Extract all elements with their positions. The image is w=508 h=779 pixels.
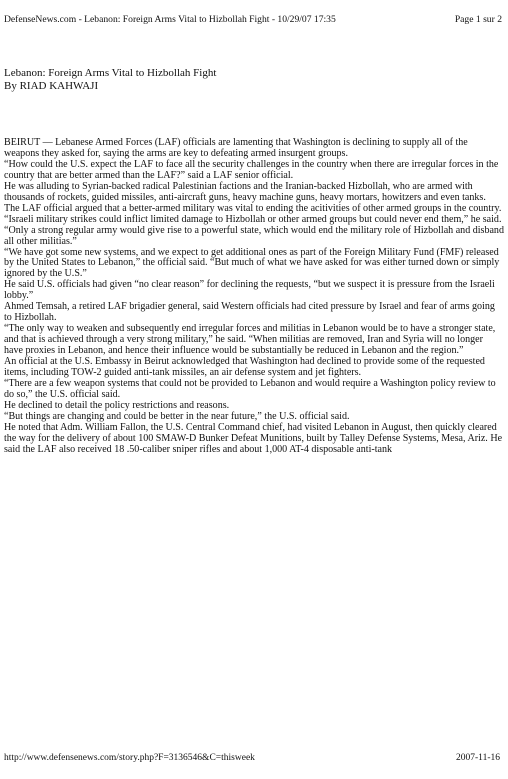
- article-paragraph: BEIRUT — Lebanese Armed Forces (LAF) officials are lamenting that Washington is declining to supply all of the weapons they asked for, saying the arms are key to defeating armed insurgent groups.: [4, 137, 468, 159]
- article-paragraph: He declined to detail the policy restrictions and reasons.: [4, 399, 230, 411]
- article-paragraph: “There are a few weapon systems that could not be provided to Lebanon and would require a Washington policy review to do so,” the U.S. official said.: [4, 377, 496, 400]
- article-paragraph: “We have got some new systems, and we expect to get additional ones as part of the Foreign Military Fund (FMF) released by the United States to Lebanon,” the official said. “But much of what we have asked for was either turned down or simply ignored by the U.S.”: [4, 246, 500, 280]
- page-number: Page 1 sur 2: [454, 14, 502, 25]
- header-source-line: DefenseNews.com - Lebanon: Foreign Arms Vital to Hizbollah Fight - 10/29/07 17:35: [4, 14, 336, 25]
- article-paragraph: He said U.S. officials had given “no clear reason” for declining the requests, “but we suspect it is pressure from the Israeli lobby.”: [4, 279, 495, 302]
- article-paragraph: “But things are changing and could be better in the near future,” the U.S. official said.: [4, 410, 350, 422]
- article-byline: By RIAD KAHWAJI: [4, 80, 99, 92]
- article-paragraph: “How could the U.S. expect the LAF to face all the security challenges in the country when there are irregular forces in the country that are better armed than the LAF?” said a LAF senior official.: [4, 158, 499, 181]
- article-paragraph: The LAF official argued that a better-armed military was vital to ending the acitivities of other armed groups in the country.: [4, 202, 502, 214]
- article-paragraph: “The only way to weaken and subsequently end irregular forces and militias in Lebanon would be to have a stronger state, and that is achieved through a very strong military,” he said. “When militias are removed, Iran and Syria will no longer have proxies in Lebanon, and hence their influence would be substantially be reduced in Lebanon and the region.”: [4, 323, 496, 357]
- article-body: [4, 138, 504, 456]
- article-paragraph: He was alluding to Syrian-backed radical Palestinian factions and the Iranian-backed Hizbollah, who are armed with thousands of rockets, guided missiles, anti-aircraft guns, heavy machine guns, heavy mortars, howitzers and even tanks.: [4, 180, 486, 203]
- article-paragraph: Ahmed Temsah, a retired LAF brigadier general, said Western officials had cited pressure by Israel and fear of arms going to Hizbollah.: [4, 301, 495, 324]
- article-title: Lebanon: Foreign Arms Vital to Hizbollah Fight: [4, 67, 217, 79]
- article-heading: [4, 67, 216, 93]
- article-paragraph: “Israeli military strikes could inflict limited damage to Hizbollah or other armed groups but could never end them,” he said. “Only a strong regular army would give rise to a powerful state, which would end the military role of Hizbollah and disband all other militias.”: [4, 213, 504, 247]
- print-header: [4, 14, 502, 25]
- footer-date: 2007-11-16: [456, 753, 500, 763]
- print-footer: [4, 753, 500, 763]
- footer-url: http://www.defensenews.com/story.php?F=3136546&C=thisweek: [4, 753, 255, 763]
- article-paragraph: An official at the U.S. Embassy in Beirut acknowledged that Washington had declined to provide some of the requested items, including TOW-2 guided anti-tank missiles, an air defense system and jet fighters.: [4, 356, 485, 379]
- article-paragraph: He noted that Adm. William Fallon, the U.S. Central Command chief, had visited Lebanon in August, then quickly cleared the way for the delivery of about 100 SMAW-D Bunker Defeat Munitions, built by Talley Defense Systems, Mesa, Ariz. He said the LAF also received 18 .50-caliber sniper rifles and about 1,000 AT-4 disposable anti-tank: [4, 421, 503, 455]
